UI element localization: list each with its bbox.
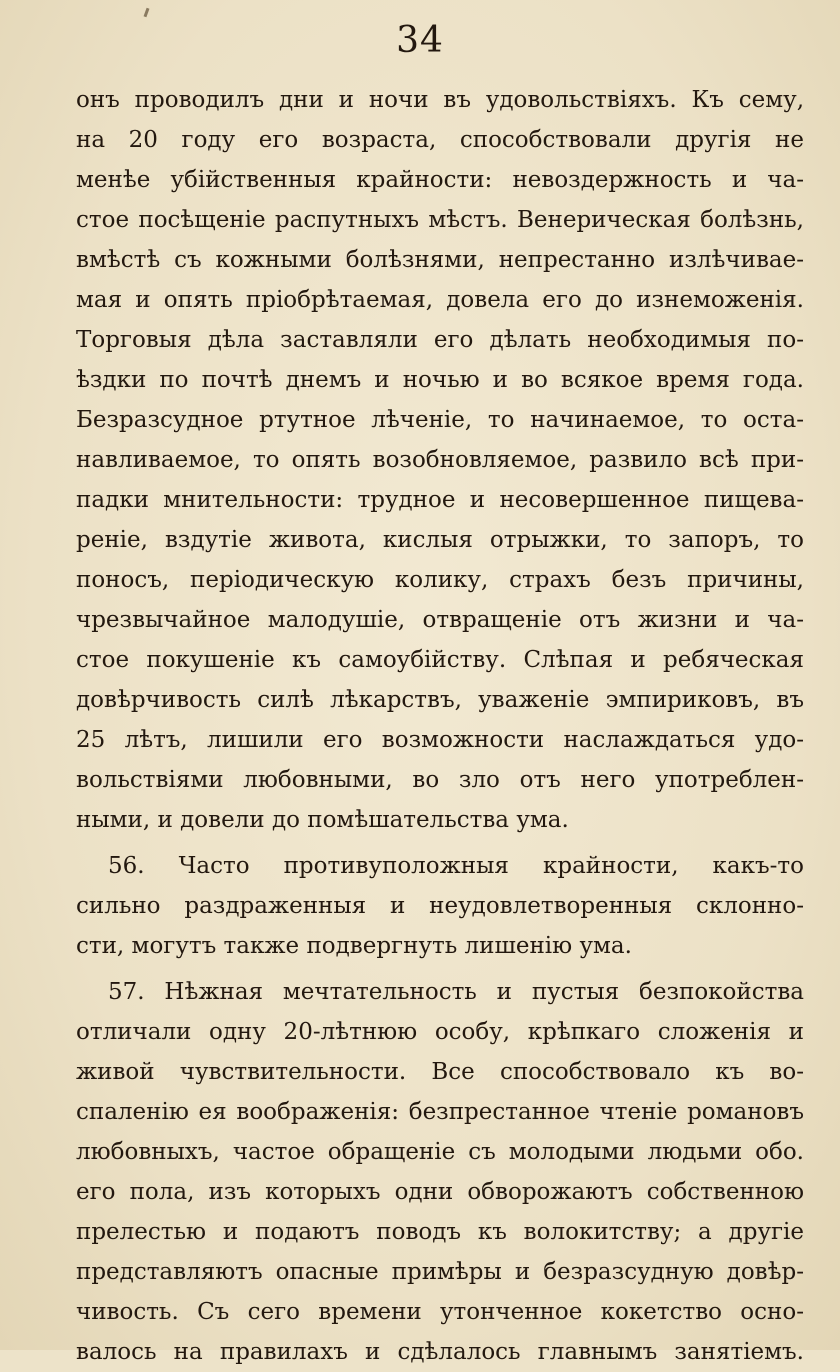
text-line: Торговыя дѣла заставляли его дѣлать необходимыя по- (76, 327, 804, 353)
text-line: навливаемое, то опять возобновляемое, развило всѣ при- (76, 447, 804, 473)
text-line: представляютъ опасные примѣры и безразсудную довѣр- (76, 1259, 804, 1285)
text-line: 57. Нѣжная мечтательность и пустыя безпокойства (108, 979, 804, 1005)
text-line: валось на правилахъ и сдѣлалось главнымъ занятіемъ. (76, 1339, 804, 1365)
text-line: онъ проводилъ дни и ночи въ удовольствіяхъ. Къ сему, (76, 87, 804, 113)
text-line: мая и опять пріобрѣтаемая, довела его до изнеможенія. (76, 287, 804, 313)
text-line: любовныхъ, частое обращеніе съ молодыми людьми обо. (76, 1139, 804, 1165)
text-line: ѣздки по почтѣ днемъ и ночью и во всякое время года. (76, 367, 804, 393)
text-line: чрезвычайное малодушіе, отвращеніе отъ жизни и ча- (76, 607, 804, 633)
text-line: поносъ, періодическую колику, страхъ безъ причины, (76, 567, 804, 593)
paragraph-56 (76, 846, 804, 966)
text-line: ными, и довели до помѣшательства ума. (76, 807, 569, 833)
text-line: отличали одну 20-лѣтнюю особу, крѣпкаго сложенія и (76, 1019, 804, 1045)
text-line: 25 лѣтъ, лишили его возможности наслаждаться удо- (76, 727, 804, 753)
paragraph-57 (76, 972, 804, 1372)
text-line: прелестью и подаютъ поводъ къ волокитству; а другіе (76, 1219, 804, 1245)
text-line: сильно раздраженныя и неудовлетворенныя склонно- (76, 893, 804, 919)
text-line: спаленію ея воображенія: безпрестанное чтеніе романовъ (76, 1099, 804, 1125)
text-line: вольствіями любовными, во зло отъ него употреблен- (76, 767, 804, 793)
page-number: 34 (396, 20, 444, 61)
text-line: Безразсудное ртутное лѣченіе, то начинаемое, то оста- (76, 407, 804, 433)
text-line: живой чувствительности. Все способствовало къ во- (76, 1059, 804, 1085)
paragraph (76, 80, 804, 840)
text-line: менѣе убійственныя крайности: невоздержность и ча- (76, 167, 804, 193)
body-text (76, 80, 804, 1372)
text-line: реніе, вздутіе живота, кислыя отрыжки, то запоръ, то (76, 527, 804, 553)
ink-speck (144, 8, 150, 17)
text-line: стое посѣщеніе распутныхъ мѣстъ. Венерическая болѣзнь, (76, 207, 804, 233)
text-line: стое покушеніе къ самоубійству. Слѣпая и ребяческая (76, 647, 804, 673)
text-line: чивость. Съ сего времени утонченное кокетство осно- (76, 1299, 804, 1325)
text-line: сти, могутъ также подвергнуть лишенію ума. (76, 933, 632, 959)
text-line: довѣрчивость силѣ лѣкарствъ, уваженіе эмпириковъ, въ (76, 687, 804, 713)
text-line: 56. Часто противуположныя крайности, какъ-то (108, 853, 804, 879)
text-line: его пола, изъ которыхъ одни обворожаютъ собственною (76, 1179, 804, 1205)
text-line: на 20 году его возраста, способствовали другія не (76, 127, 804, 153)
text-line: падки мнительности: трудное и несовершенное пищева- (76, 487, 804, 513)
text-line: вмѣстѣ съ кожными болѣзнями, непрестанно излѣчивае- (76, 247, 804, 273)
